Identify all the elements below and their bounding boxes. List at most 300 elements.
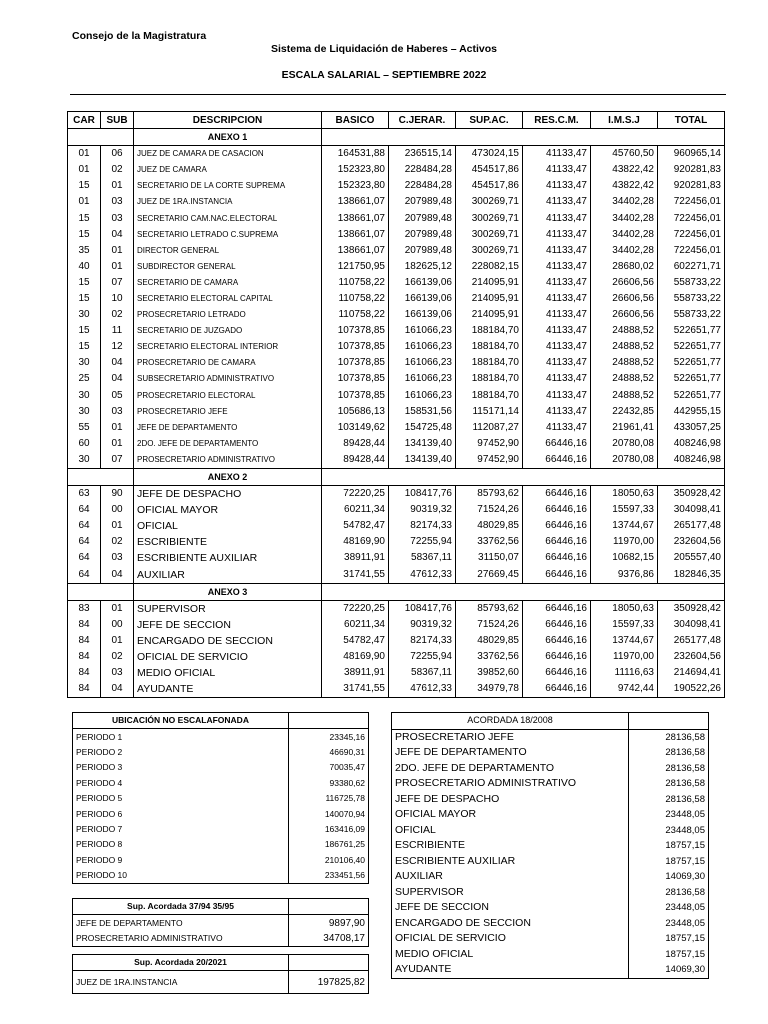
cell-supac: 188184,70: [456, 371, 523, 387]
cell-sub: 06: [101, 146, 134, 163]
cell-sub: 02: [101, 534, 134, 550]
table-row: [68, 534, 725, 550]
cell-supac: 33762,56: [456, 534, 523, 550]
table-row: [68, 681, 725, 698]
cell-car: 64: [68, 518, 101, 534]
cell-supac: 454517,86: [456, 162, 523, 178]
cell-total: 558733,22: [658, 275, 725, 291]
list-item: [73, 853, 369, 868]
cell-total: 722456,01: [658, 227, 725, 243]
cell-rescm: 41133,47: [523, 178, 591, 194]
cell-cjerar: 161066,23: [389, 371, 456, 387]
cell-total: 304098,41: [658, 617, 725, 633]
cell-total: 722456,01: [658, 243, 725, 259]
cell-supac: 454517,86: [456, 178, 523, 194]
cell-imsj: 20780,08: [591, 436, 658, 452]
item-label: PERIODO 2: [76, 746, 123, 757]
list-item: [392, 869, 709, 885]
cell-supac: 112087,27: [456, 420, 523, 436]
cell-supac: 97452,90: [456, 436, 523, 452]
acordada-title: ACORDADA 18/2008: [392, 713, 629, 730]
item-label: PROSECRETARIO JEFE: [395, 730, 514, 743]
cell-basico: 121750,95: [322, 259, 389, 275]
cell-descripcion: JUEZ DE CAMARA: [134, 162, 322, 178]
cell-sub: 02: [101, 307, 134, 323]
list-item: [73, 791, 369, 806]
table-row: [68, 194, 725, 210]
item-value: 34708,17: [289, 931, 369, 947]
cell-imsj: 10682,15: [591, 550, 658, 566]
list-item: [392, 745, 709, 761]
cell-basico: 107378,85: [322, 371, 389, 387]
cell-car: 15: [68, 323, 101, 339]
cell-car: 84: [68, 649, 101, 665]
list-item: [392, 838, 709, 854]
item-label: PERIODO 7: [76, 823, 123, 834]
table-row: [68, 323, 725, 339]
cell-basico: 48169,90: [322, 534, 389, 550]
item-value: 14069,30: [629, 869, 709, 885]
cell-rescm: 41133,47: [523, 339, 591, 355]
document-title: ESCALA SALARIAL – SEPTIEMBRE 2022: [281, 69, 487, 81]
cell-basico: 38911,91: [322, 550, 389, 566]
item-label: ESCRIBIENTE AUXILIAR: [395, 854, 516, 867]
item-value: 14069,30: [629, 962, 709, 978]
item-value: 28136,58: [629, 885, 709, 901]
col-header-descripcion: DESCRIPCION: [134, 112, 322, 129]
ubicacion-title: UBICACIÓN NO ESCALAFONADA: [73, 713, 289, 729]
cell-supac: 33762,56: [456, 649, 523, 665]
cell-car: 15: [68, 210, 101, 226]
cell-imsj: 26606,56: [591, 291, 658, 307]
table-row: [68, 436, 725, 452]
section-label: ANEXO 1: [134, 129, 322, 146]
cell-total: 522651,77: [658, 355, 725, 371]
table-row: [68, 307, 725, 323]
cell-rescm: 41133,47: [523, 323, 591, 339]
cell-rescm: 41133,47: [523, 420, 591, 436]
cell-basico: 107378,85: [322, 355, 389, 371]
list-item: [392, 823, 709, 839]
cell-basico: 152323,80: [322, 162, 389, 178]
cell-sub: 07: [101, 275, 134, 291]
cell-total: 190522,26: [658, 681, 725, 698]
item-label: PERIODO 6: [76, 808, 123, 819]
item-value: 233451,56: [289, 868, 369, 884]
cell-rescm: 41133,47: [523, 146, 591, 163]
cell-imsj: 18050,63: [591, 600, 658, 617]
table-row: [68, 404, 725, 420]
list-item: [392, 729, 709, 745]
item-value: 23448,05: [629, 916, 709, 932]
cell-cjerar: 90319,32: [389, 617, 456, 633]
cell-sub: 03: [101, 404, 134, 420]
cell-rescm: 41133,47: [523, 227, 591, 243]
cell-supac: 85793,62: [456, 486, 523, 503]
cell-descripcion: SECRETARIO ELECTORAL INTERIOR: [134, 339, 322, 355]
cell-car: 30: [68, 307, 101, 323]
cell-cjerar: 58367,11: [389, 550, 456, 566]
item-label: JEFE DE DEPARTAMENTO: [76, 917, 183, 928]
sup-acordada-37-table: [72, 898, 369, 947]
cell-supac: 214095,91: [456, 307, 523, 323]
list-item: [392, 900, 709, 916]
cell-basico: 48169,90: [322, 649, 389, 665]
cell-imsj: 15597,33: [591, 502, 658, 518]
cell-total: 408246,98: [658, 452, 725, 469]
cell-sub: 03: [101, 550, 134, 566]
item-label: OFICIAL DE SERVICIO: [395, 932, 506, 945]
cell-car: 15: [68, 178, 101, 194]
cell-basico: 54782,47: [322, 633, 389, 649]
cell-basico: 105686,13: [322, 404, 389, 420]
cell-imsj: 26606,56: [591, 275, 658, 291]
cell-sub: 04: [101, 567, 134, 584]
cell-total: 350928,42: [658, 486, 725, 503]
sup-acordada-20-table: [72, 954, 369, 994]
cell-basico: 107378,85: [322, 323, 389, 339]
cell-supac: 97452,90: [456, 452, 523, 469]
cell-rescm: 41133,47: [523, 355, 591, 371]
table-row: [68, 275, 725, 291]
cell-total: 558733,22: [658, 291, 725, 307]
cell-cjerar: 161066,23: [389, 388, 456, 404]
cell-car: 60: [68, 436, 101, 452]
cell-basico: 38911,91: [322, 665, 389, 681]
cell-total: 558733,22: [658, 307, 725, 323]
item-label: PROSECRETARIO ADMINISTRATIVO: [395, 777, 577, 790]
table-row: [68, 388, 725, 404]
cell-supac: 48029,85: [456, 633, 523, 649]
item-value: 46690,31: [289, 745, 369, 760]
cell-descripcion: SECRETARIO DE JUZGADO: [134, 323, 322, 339]
cell-descripcion: PROSECRETARIO ADMINISTRATIVO: [134, 452, 322, 469]
cell-rescm: 41133,47: [523, 388, 591, 404]
table-row: [68, 567, 725, 584]
cell-cjerar: 207989,48: [389, 227, 456, 243]
cell-descripcion: SECRETARIO ELECTORAL CAPITAL: [134, 291, 322, 307]
item-label: OFICIAL: [395, 823, 436, 836]
table-row: [68, 291, 725, 307]
section-header-row: [68, 468, 725, 485]
col-header-supac: SUP.AC.: [456, 112, 523, 129]
list-item: [392, 854, 709, 870]
section-header-row: [68, 583, 725, 600]
cell-basico: 31741,55: [322, 567, 389, 584]
cell-sub: 01: [101, 633, 134, 649]
item-value: 18757,15: [629, 931, 709, 947]
col-header-basico: BASICO: [322, 112, 389, 129]
cell-sub: 03: [101, 665, 134, 681]
cell-total: 182846,35: [658, 567, 725, 584]
cell-basico: 107378,85: [322, 388, 389, 404]
table-row: [68, 178, 725, 194]
table-row: [68, 502, 725, 518]
cell-cjerar: 228484,28: [389, 178, 456, 194]
cell-sub: 04: [101, 681, 134, 698]
table-row: [68, 259, 725, 275]
cell-descripcion: JUEZ DE 1RA.INSTANCIA: [134, 194, 322, 210]
table-row: [68, 146, 725, 163]
cell-supac: 188184,70: [456, 388, 523, 404]
item-value: 28136,58: [629, 745, 709, 761]
cell-cjerar: 166139,06: [389, 291, 456, 307]
cell-descripcion: SECRETARIO CAM.NAC.ELECTORAL: [134, 210, 322, 226]
cell-rescm: 66446,16: [523, 665, 591, 681]
item-value: 23345,16: [289, 729, 369, 745]
cell-descripcion: JEFE DE SECCION: [134, 617, 322, 633]
cell-basico: 103149,62: [322, 420, 389, 436]
item-value: 28136,58: [629, 761, 709, 777]
cell-car: 64: [68, 550, 101, 566]
cell-descripcion: ESCRIBIENTE AUXILIAR: [134, 550, 322, 566]
col-header-car: CAR: [68, 112, 101, 129]
cell-car: 30: [68, 388, 101, 404]
col-header-imsj: I.M.S.J: [591, 112, 658, 129]
cell-sub: 01: [101, 178, 134, 194]
table-row: [68, 600, 725, 617]
cell-supac: 71524,26: [456, 502, 523, 518]
cell-cjerar: 72255,94: [389, 649, 456, 665]
cell-descripcion: OFICIAL MAYOR: [134, 502, 322, 518]
cell-rescm: 66446,16: [523, 600, 591, 617]
cell-imsj: 34402,28: [591, 194, 658, 210]
cell-supac: 300269,71: [456, 227, 523, 243]
cell-basico: 138661,07: [322, 210, 389, 226]
cell-total: 433057,25: [658, 420, 725, 436]
cell-rescm: 66446,16: [523, 452, 591, 469]
item-value: 140070,94: [289, 806, 369, 821]
cell-descripcion: PROSECRETARIO JEFE: [134, 404, 322, 420]
cell-rescm: 66446,16: [523, 436, 591, 452]
item-value: 93380,62: [289, 776, 369, 791]
cell-total: 722456,01: [658, 194, 725, 210]
cell-cjerar: 182625,12: [389, 259, 456, 275]
item-value: 28136,58: [629, 792, 709, 808]
item-value: 70035,47: [289, 760, 369, 775]
cell-sub: 03: [101, 194, 134, 210]
cell-total: 522651,77: [658, 388, 725, 404]
cell-basico: 89428,44: [322, 436, 389, 452]
cell-supac: 300269,71: [456, 210, 523, 226]
cell-car: 15: [68, 275, 101, 291]
table-row: [68, 162, 725, 178]
cell-car: 84: [68, 681, 101, 698]
list-item: [392, 916, 709, 932]
cell-imsj: 22432,85: [591, 404, 658, 420]
cell-basico: 89428,44: [322, 452, 389, 469]
cell-total: 214694,41: [658, 665, 725, 681]
cell-cjerar: 161066,23: [389, 323, 456, 339]
cell-rescm: 41133,47: [523, 275, 591, 291]
cell-basico: 110758,22: [322, 307, 389, 323]
item-label: JEFE DE DEPARTAMENTO: [395, 746, 527, 759]
cell-sub: 01: [101, 436, 134, 452]
cell-total: 442955,15: [658, 404, 725, 420]
item-value: 9897,90: [289, 915, 369, 931]
list-item: [392, 792, 709, 808]
cell-descripcion: DIRECTOR GENERAL: [134, 243, 322, 259]
cell-basico: 110758,22: [322, 275, 389, 291]
cell-total: 232604,56: [658, 649, 725, 665]
cell-cjerar: 207989,48: [389, 194, 456, 210]
cell-sub: 04: [101, 355, 134, 371]
cell-car: 84: [68, 617, 101, 633]
item-label: JEFE DE SECCION: [395, 901, 489, 914]
cell-sub: 07: [101, 452, 134, 469]
list-item: [73, 760, 369, 775]
cell-descripcion: ESCRIBIENTE: [134, 534, 322, 550]
cell-total: 304098,41: [658, 502, 725, 518]
item-label: AUXILIAR: [395, 870, 443, 883]
cell-imsj: 9742,44: [591, 681, 658, 698]
list-item: [392, 962, 709, 978]
item-label: JEFE DE DESPACHO: [395, 792, 500, 805]
item-value: 28136,58: [629, 729, 709, 745]
cell-descripcion: AYUDANTE: [134, 681, 322, 698]
cell-car: 84: [68, 665, 101, 681]
table-row: [68, 617, 725, 633]
table-header-row: [68, 112, 725, 129]
cell-sub: 04: [101, 227, 134, 243]
sup37-title: Sup. Acordada 37/94 35/95: [73, 899, 289, 915]
cell-total: 920281,83: [658, 178, 725, 194]
cell-car: 25: [68, 371, 101, 387]
salary-scale-table: [67, 111, 725, 698]
section-blank-cell: [68, 468, 134, 485]
cell-car: 64: [68, 502, 101, 518]
cell-cjerar: 47612,33: [389, 681, 456, 698]
cell-rescm: 41133,47: [523, 307, 591, 323]
cell-sub: 04: [101, 371, 134, 387]
item-value: 23448,05: [629, 900, 709, 916]
table-row: [68, 452, 725, 469]
table-row: [68, 518, 725, 534]
item-label: ESCRIBIENTE: [395, 839, 466, 852]
item-value: 18757,15: [629, 838, 709, 854]
cell-car: 30: [68, 452, 101, 469]
cell-descripcion: SECRETARIO DE LA CORTE SUPREMA: [134, 178, 322, 194]
cell-basico: 138661,07: [322, 227, 389, 243]
cell-rescm: 66446,16: [523, 567, 591, 584]
cell-cjerar: 154725,48: [389, 420, 456, 436]
cell-imsj: 18050,63: [591, 486, 658, 503]
cell-basico: 110758,22: [322, 291, 389, 307]
cell-cjerar: 228484,28: [389, 162, 456, 178]
list-item: [73, 837, 369, 852]
item-label: AYUDANTE: [395, 963, 452, 976]
cell-rescm: 66446,16: [523, 633, 591, 649]
item-label: OFICIAL MAYOR: [395, 808, 477, 821]
item-value: 163416,09: [289, 822, 369, 837]
cell-supac: 34979,78: [456, 681, 523, 698]
cell-basico: 60211,34: [322, 617, 389, 633]
cell-car: 15: [68, 227, 101, 243]
cell-sub: 02: [101, 162, 134, 178]
list-item: [73, 745, 369, 760]
cell-cjerar: 166139,06: [389, 307, 456, 323]
table-row: [68, 243, 725, 259]
item-label: PERIODO 10: [76, 870, 128, 881]
cell-imsj: 11970,00: [591, 649, 658, 665]
cell-rescm: 66446,16: [523, 649, 591, 665]
cell-descripcion: PROSECRETARIO ELECTORAL: [134, 388, 322, 404]
cell-supac: 27669,45: [456, 567, 523, 584]
cell-descripcion: MEDIO OFICIAL: [134, 665, 322, 681]
cell-car: 30: [68, 355, 101, 371]
cell-sub: 12: [101, 339, 134, 355]
cell-car: 15: [68, 291, 101, 307]
cell-supac: 214095,91: [456, 275, 523, 291]
cell-supac: 71524,26: [456, 617, 523, 633]
cell-car: 35: [68, 243, 101, 259]
section-blank-cell: [68, 583, 134, 600]
cell-sub: 01: [101, 600, 134, 617]
item-label: PERIODO 5: [76, 793, 123, 804]
item-label: JUEZ DE 1RA.INSTANCIA: [76, 976, 178, 987]
cell-sub: 01: [101, 420, 134, 436]
cell-rescm: 66446,16: [523, 681, 591, 698]
cell-basico: 31741,55: [322, 681, 389, 698]
cell-total: 602271,71: [658, 259, 725, 275]
table-row: [68, 420, 725, 436]
cell-car: 55: [68, 420, 101, 436]
cell-imsj: 24888,52: [591, 371, 658, 387]
cell-cjerar: 236515,14: [389, 146, 456, 163]
cell-sub: 00: [101, 502, 134, 518]
cell-total: 522651,77: [658, 323, 725, 339]
cell-basico: 107378,85: [322, 339, 389, 355]
cell-basico: 138661,07: [322, 243, 389, 259]
cell-sub: 10: [101, 291, 134, 307]
col-header-cjerar: C.JERAR.: [389, 112, 456, 129]
cell-descripcion: PROSECRETARIO LETRADO: [134, 307, 322, 323]
list-item: [392, 947, 709, 963]
table-row: [68, 227, 725, 243]
section-blank-cell: [322, 583, 725, 600]
cell-sub: 01: [101, 259, 134, 275]
cell-cjerar: 207989,48: [389, 243, 456, 259]
cell-cjerar: 82174,33: [389, 633, 456, 649]
cell-rescm: 41133,47: [523, 259, 591, 275]
cell-imsj: 26606,56: [591, 307, 658, 323]
item-value: 23448,05: [629, 823, 709, 839]
table-row: [68, 486, 725, 503]
section-blank-cell: [68, 129, 134, 146]
cell-imsj: 13744,67: [591, 518, 658, 534]
item-label: MEDIO OFICIAL: [395, 947, 474, 960]
section-blank-cell: [322, 129, 725, 146]
cell-total: 205557,40: [658, 550, 725, 566]
cell-imsj: 43822,42: [591, 162, 658, 178]
cell-total: 722456,01: [658, 210, 725, 226]
section-label: ANEXO 3: [134, 583, 322, 600]
list-item: [392, 776, 709, 792]
cell-supac: 300269,71: [456, 243, 523, 259]
cell-imsj: 43822,42: [591, 178, 658, 194]
table-row: [68, 210, 725, 226]
cell-cjerar: 134139,40: [389, 436, 456, 452]
cell-total: 920281,83: [658, 162, 725, 178]
cell-car: 01: [68, 194, 101, 210]
cell-descripcion: SUPERVISOR: [134, 600, 322, 617]
list-item: [73, 729, 369, 745]
cell-cjerar: 161066,23: [389, 339, 456, 355]
table-row: [68, 339, 725, 355]
cell-descripcion: SUBDIRECTOR GENERAL: [134, 259, 322, 275]
cell-rescm: 66446,16: [523, 550, 591, 566]
item-value: 197825,82: [289, 971, 369, 994]
